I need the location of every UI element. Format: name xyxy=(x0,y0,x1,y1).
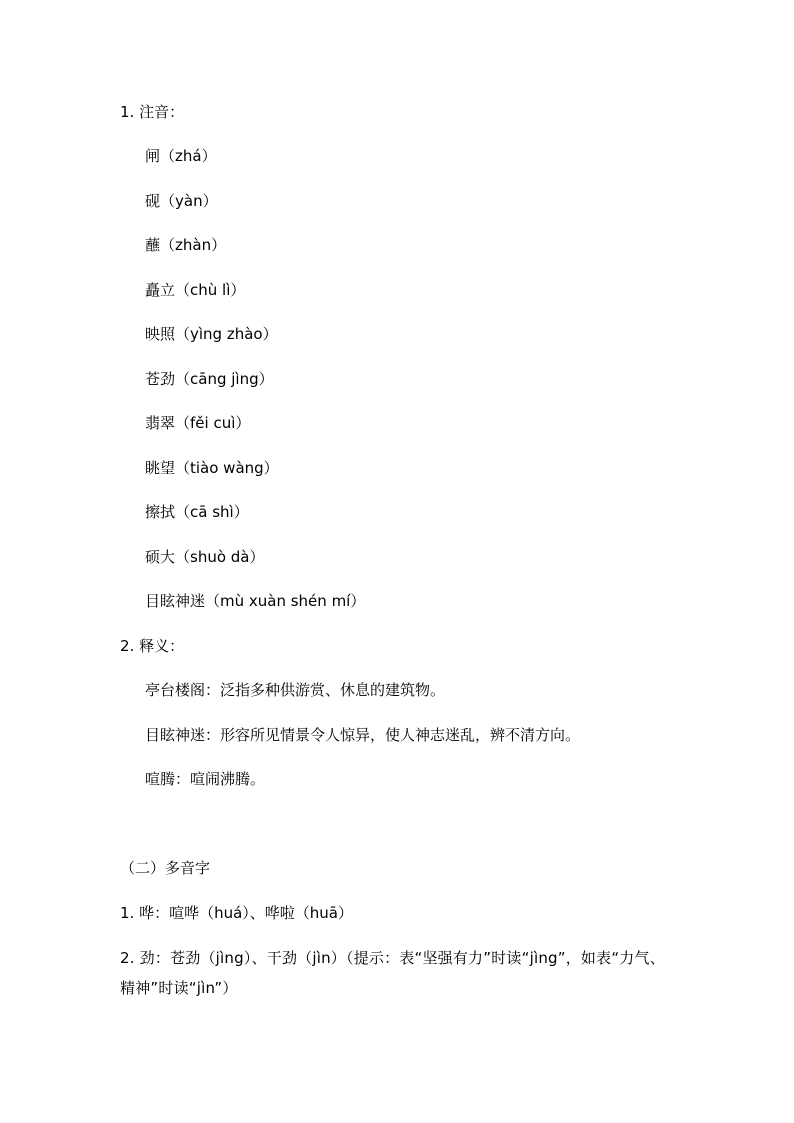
definition-item: 亭台楼阁：泛指多种供游赏、休息的建筑物。 xyxy=(145,681,446,699)
pronunciation-item: 蘸（zhàn） xyxy=(145,236,227,254)
pronunciation-item: 砚（yàn） xyxy=(145,192,218,210)
section-heading-pronunciation: 1. 注音： xyxy=(120,103,185,121)
polyphonic-item: 1. 哗：喧哗（huá）、哗啦（huā） xyxy=(120,904,353,922)
pronunciation-item: 苍劲（cāng jìng） xyxy=(145,370,274,388)
pronunciation-item: 翡翠（fěi cuì） xyxy=(145,414,251,432)
pronunciation-item: 映照（yìng zhào） xyxy=(145,325,278,343)
pronunciation-item: 硕大（shuò dà） xyxy=(145,548,265,566)
pronunciation-item: 目眩神迷（mù xuàn shén mí） xyxy=(145,592,366,610)
pronunciation-item: 擦拭（cā shì） xyxy=(145,503,249,521)
section-heading-polyphonic: （二）多音字 xyxy=(120,859,211,877)
pronunciation-item: 眺望（tiào wàng） xyxy=(145,459,279,477)
polyphonic-item: 2. 劲：苍劲（jìng）、干劲（jìn）（提示：表“坚强有力”时读“jìng”，如表“力气、精神”时读“jìn”） xyxy=(120,949,665,997)
pronunciation-item: 矗立（chù lì） xyxy=(145,281,246,299)
definition-item: 目眩神迷：形容所见情景令人惊异，使人神志迷乱，辨不清方向。 xyxy=(145,726,581,744)
pronunciation-item: 闸（zhá） xyxy=(145,147,217,165)
definition-item: 喧腾：喧闹沸腾。 xyxy=(145,770,266,788)
section-heading-definitions: 2. 释义： xyxy=(120,637,185,655)
